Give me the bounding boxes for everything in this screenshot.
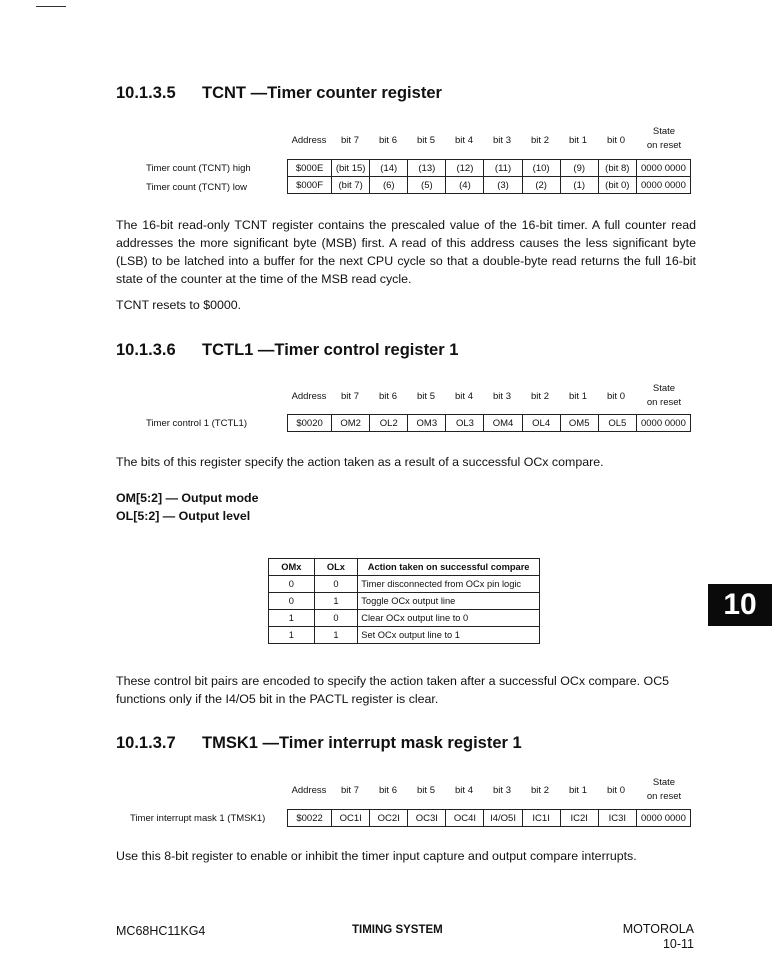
bit-cell: (bit 15) (332, 160, 370, 177)
bit-cell: (10) (522, 160, 560, 177)
address-cell: $000F (288, 177, 332, 194)
column-header: OMx (269, 559, 315, 576)
chapter-tab: 10 (708, 584, 772, 626)
section-number: 10.1.3.5 (116, 84, 176, 102)
bit-cell: OC4I (446, 810, 484, 827)
bit-header: bit 4 (455, 785, 473, 796)
bit-cell: (bit 8) (598, 160, 636, 177)
bit-header: bit 4 (455, 135, 473, 146)
tmsk1-register-table (287, 809, 691, 827)
bit-cell: (9) (560, 160, 598, 177)
bit-header: bit 1 (569, 391, 587, 402)
tctl1-register-table (287, 414, 691, 432)
bit-cell: IC2I (560, 810, 598, 827)
bit-cell: OL3 (446, 415, 484, 432)
bit-header: bit 5 (417, 785, 435, 796)
bit-header: bit 0 (607, 135, 625, 146)
bit-header: bit 0 (607, 785, 625, 796)
table-cell: Timer disconnected from OCx pin logic (358, 576, 540, 593)
bit-header: bit 5 (417, 391, 435, 402)
bit-cell: (1) (560, 177, 598, 194)
bit-header: bit 4 (455, 391, 473, 402)
bit-cell: OL4 (522, 415, 560, 432)
row-label: Timer count (TCNT) low (146, 182, 247, 193)
bit-cell: OM4 (484, 415, 522, 432)
table-row (288, 160, 691, 177)
address-header: Address (291, 785, 327, 796)
section-heading-tcnt (116, 84, 442, 103)
table-row (269, 610, 540, 627)
address-header: Address (291, 391, 327, 402)
section-number: 10.1.3.7 (116, 734, 176, 752)
column-header: Action taken on successful compare (358, 559, 540, 576)
bit-cell: (bit 0) (598, 177, 636, 194)
section-heading-tctl1 (116, 341, 458, 360)
bit-cell: (5) (408, 177, 446, 194)
bit-cell: (14) (370, 160, 408, 177)
bit-header: bit 7 (341, 391, 359, 402)
bit-cell: I4/O5I (484, 810, 522, 827)
row-label: Timer control 1 (TCTL1) (146, 418, 247, 429)
bit-header: bit 1 (569, 785, 587, 796)
table-row (288, 177, 691, 194)
footer-left: MC68HC11KG4 (116, 924, 206, 938)
paragraph: These control bit pairs are encoded to specify the action taken after a successful OCx compare. OC5 functions only if the I4/O5 bit in the PACTL register is clear. (116, 674, 670, 706)
bit-cell: (13) (408, 160, 446, 177)
bit-cell: (3) (484, 177, 522, 194)
bit-cell: (4) (446, 177, 484, 194)
table-row (269, 576, 540, 593)
action-table (268, 558, 540, 644)
table-header-row (269, 559, 540, 576)
table-row (288, 415, 691, 432)
bit-header: bit 6 (379, 391, 397, 402)
address-cell: $0020 (288, 415, 332, 432)
bit-header: bit 2 (531, 391, 549, 402)
bit-header: bit 1 (569, 135, 587, 146)
tcnt-register-table (287, 159, 691, 194)
bit-cell: OL5 (598, 415, 636, 432)
bit-cell: OM3 (408, 415, 446, 432)
page-number: 10-11 (662, 937, 694, 951)
bit-cell: OC2I (370, 810, 408, 827)
bit-cell: (11) (484, 160, 522, 177)
bit-cell: OM2 (332, 415, 370, 432)
state-label-2: on reset (646, 140, 682, 151)
bit-header: bit 6 (379, 135, 397, 146)
bit-header: bit 0 (607, 391, 625, 402)
row-label: Timer interrupt mask 1 (TMSK1) (130, 813, 266, 824)
state-label: State (652, 383, 676, 394)
paragraph: TCNT resets to $0000. (116, 298, 242, 312)
address-header: Address (291, 135, 327, 146)
table-cell: 0 (314, 576, 358, 593)
table-cell: Toggle OCx output line (358, 593, 540, 610)
bit-cell: IC1I (522, 810, 560, 827)
bit-header: bit 2 (531, 785, 549, 796)
paragraph: The 16-bit read-only TCNT register contains the prescaled value of the 16-bit timer. A full counter read addresses the more significant byte (MSB) first. A read of this address causes the less significant byte (LSB) to be latched into a buffer for the next CPU cycle so that a double-byte read returns the full 16-bit state of the counter at the time of the MSB read cycle. (116, 218, 696, 286)
bit-cell: OC1I (332, 810, 370, 827)
table-cell: 0 (269, 576, 315, 593)
table-cell: 0 (269, 593, 315, 610)
state-label: State (652, 126, 676, 137)
state-header (634, 776, 694, 804)
field-list (116, 489, 258, 525)
state-header (634, 125, 694, 153)
field-om: OM[5:2] — Output mode (116, 491, 259, 505)
reset-cell: 0000 0000 (636, 177, 690, 194)
state-label: State (652, 777, 676, 788)
reset-cell: 0000 0000 (636, 415, 690, 432)
section-heading-tmsk1 (116, 734, 522, 753)
table-row (288, 810, 691, 827)
bit-cell: (2) (522, 177, 560, 194)
state-label-2: on reset (646, 397, 682, 408)
table-cell: 1 (269, 610, 315, 627)
bit-cell: (12) (446, 160, 484, 177)
bit-header: bit 7 (341, 785, 359, 796)
row-label: Timer count (TCNT) high (146, 163, 251, 174)
state-header (634, 382, 694, 410)
column-header: OLx (314, 559, 358, 576)
table-row (269, 627, 540, 644)
address-cell: $0022 (288, 810, 332, 827)
field-ol: OL[5:2] — Output level (116, 509, 251, 523)
bit-cell: OM5 (560, 415, 598, 432)
reset-cell: 0000 0000 (636, 160, 690, 177)
bit-header: bit 6 (379, 785, 397, 796)
section-number: 10.1.3.6 (116, 341, 176, 359)
top-rule (36, 6, 66, 7)
reset-cell: 0000 0000 (636, 810, 690, 827)
bit-cell: IC3I (598, 810, 636, 827)
bit-header: bit 7 (341, 135, 359, 146)
footer-center: TIMING SYSTEM (352, 924, 443, 936)
bit-cell: (bit 7) (332, 177, 370, 194)
bit-cell: OC3I (408, 810, 446, 827)
bit-header: bit 3 (493, 391, 511, 402)
bit-header: bit 3 (493, 135, 511, 146)
state-label-2: on reset (646, 791, 682, 802)
section-title: TMSK1 —Timer interrupt mask register 1 (202, 734, 522, 752)
paragraph: The bits of this register specify the action taken as a result of a successful OCx compare. (116, 455, 604, 469)
address-cell: $000E (288, 160, 332, 177)
table-cell: Set OCx output line to 1 (358, 627, 540, 644)
table-cell: Clear OCx output line to 0 (358, 610, 540, 627)
section-title: TCTL1 —Timer control register 1 (202, 341, 459, 359)
table-cell: 0 (314, 610, 358, 627)
table-cell: 1 (269, 627, 315, 644)
bit-cell: OL2 (370, 415, 408, 432)
table-cell: 1 (314, 593, 358, 610)
table-cell: 1 (314, 627, 358, 644)
paragraph: Use this 8-bit register to enable or inhibit the timer input capture and output compare interrupts. (116, 849, 637, 863)
footer-right: MOTOROLA (622, 922, 694, 936)
bit-header: bit 2 (531, 135, 549, 146)
table-row (269, 593, 540, 610)
bit-header: bit 3 (493, 785, 511, 796)
section-title: TCNT —Timer counter register (202, 84, 442, 102)
bit-header: bit 5 (417, 135, 435, 146)
bit-cell: (6) (370, 177, 408, 194)
